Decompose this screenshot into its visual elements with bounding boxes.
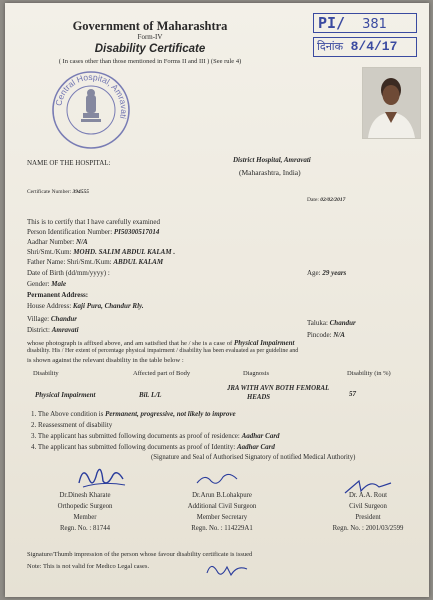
signature-2-icon [193,467,243,489]
hospital-seal [50,69,132,151]
district-value: Amravati [51,326,79,334]
date-box [313,37,417,57]
emblem-icon [81,89,101,122]
hospital-location: (Maharashtra, India) [239,168,301,177]
signatory-3-name: Dr. A.A. Rout [349,492,387,499]
name-row: Shri/Smt./Kum: MOHD. SALIM ABDUL KALAM . [27,248,176,256]
house-value: Kaji Pura, Chandur Rly. [72,302,144,310]
age-row: Age: 29 years [307,269,347,277]
age-value: 29 years [322,269,347,277]
signatory-3-title: President [355,514,381,521]
certificate-date-row: Date: 02/02/2017 [307,197,346,203]
table-row-disability: Physical Impairment [35,391,96,399]
signatory-1-role: Orthopedic Surgeon [57,503,113,510]
table-header-percent: Disability (in %) [347,370,391,377]
signatory-3-regn: Regn. No. : 2001/03/2599 [332,525,404,532]
aadhar-row: Aadhar Number: N/A [27,238,88,246]
pincode-row: Pincode: N/A [307,331,345,339]
form-number: Form-IV [137,33,163,41]
table-header-disability: Disability [33,370,59,377]
impairment-type: Physical Impairment [233,339,295,347]
person-photo-icon [363,68,420,138]
taluka-row: Taluka: Chandur [307,319,356,327]
pid-value: PI50300517014 [113,228,160,236]
signatory-2-role: Additional Civil Surgeon [187,503,257,510]
inward-stamp [313,13,421,59]
signatory-2-title: Member Secretary [196,514,248,521]
gender-row: Gender: Male [27,280,67,288]
signature-caption: (Signature and Seal of Authorised Signatory of notified Medical Authority) [151,454,356,461]
certificate-number: 394555 [72,189,90,195]
intro-text: This is to certify that I have carefully examined [27,218,160,226]
seal-text: Central Hospital, Amravati [53,71,130,120]
pid-row: Person Identification Number: PI50300517014 [27,228,160,236]
table-row-diagnosis-2: HEADS [247,394,271,401]
signatory-1-title: Member [73,514,97,521]
pi-label: PI/ [318,14,346,32]
address-heading: Permanent Address: [27,291,89,299]
certificate-page [5,3,429,597]
certificate-date: 02/02/2017 [320,197,346,203]
pi-number-box [313,13,417,33]
applicant-photo [362,67,421,139]
statement-line-2: disability. His / Her extent of percentage physical impairment / disability has been evaluated as per guideline and [27,348,299,354]
pincode-value: N/A [333,331,345,339]
signature-1-icon [73,461,133,493]
table-header-body-part: Affected part of Body [133,370,191,377]
signatory-1-regn: Regn. No. : 81744 [59,525,111,532]
date-label-marathi: दिनांक [317,40,344,53]
signatory-2-name: Dr.Arun B.Lohakpure [192,492,252,499]
statement-line-3: is shown against the relevant disability in the table below : [27,357,184,364]
district-row: District: Amravati [27,326,79,334]
validity-note: Note: This is not valid for Medico Legal cases. [27,563,150,570]
table-row-body-part: Bil. L/L [139,391,162,399]
signature-line: Signature/Thumb impression of the person whose favour disability certificate is issued [27,551,253,558]
signatory-1-name: Dr.Dinesh Kharate [59,492,111,499]
gender-value: Male [51,280,67,288]
identity-proof: Aadhar Card [236,443,275,451]
table-row-percent: 57 [349,390,356,398]
hospital-label: NAME OF THE HOSPITAL: [27,159,111,167]
government-title: Government of Maharashtra [72,19,228,33]
table-row-diagnosis-1: JRA WITH AVN BOTH FEMORAL [227,385,330,392]
statement-line-1: whose photograph is affixed above, and am satisfied that he / she is a case of Physical Impairment [27,339,295,347]
village-value: Chandur [50,315,77,323]
residence-proof: Aadhar Card [241,432,280,440]
signatory-3-role: Civil Surgeon [349,503,387,510]
dob-row: Date of Birth (dd/mm/yyyy) : [27,269,110,277]
taluka-value: Chandur [329,319,356,327]
condition-status: Permanent, progressive, not likely to improve [105,410,236,418]
signatory-2-regn: Regn. No. : 114229A1 [191,525,253,532]
note-3: 3. The applicant has submitted following documents as proof of residence: Aadhar Card [31,432,280,440]
signatory-1 [40,490,130,534]
stamp-date: 8/4/17 [350,39,398,54]
table-header-diagnosis: Diagnosis [243,370,269,377]
note-2: 2. Reassessment of disability [31,421,113,429]
certificate-subtitle: ( In cases other than those mentioned in Forms II and III ) (See rule 4) [58,58,242,65]
applicant-name: MOHD. SALIM ABDUL KALAM . [73,248,176,256]
father-row: Father Name: Shri/Smt./Kum: ABDUL KALAM [27,258,164,266]
applicant-signature-icon [203,559,253,581]
note-1: 1. The Above condition is Permanent, progressive, not likely to improve [31,410,236,418]
father-name: ABDUL KALAM [113,258,164,266]
signatory-2 [177,490,267,534]
house-row: House Address: Kaji Pura, Chandur Rly. [27,302,144,310]
hospital-name: District Hospital, Amravati [233,156,311,164]
certificate-number-row: Certificate Number: 394555 [27,189,90,195]
note-4: 4. The applicant has submitted following documents as proof of Identity: Aadhar Card [31,443,275,451]
village-row: Village: Chandur [27,315,77,323]
pi-number: 381 [362,17,387,32]
certificate-title: Disability Certificate [94,43,206,55]
signatory-3 [323,490,413,534]
aadhar-value: N/A [75,238,88,246]
